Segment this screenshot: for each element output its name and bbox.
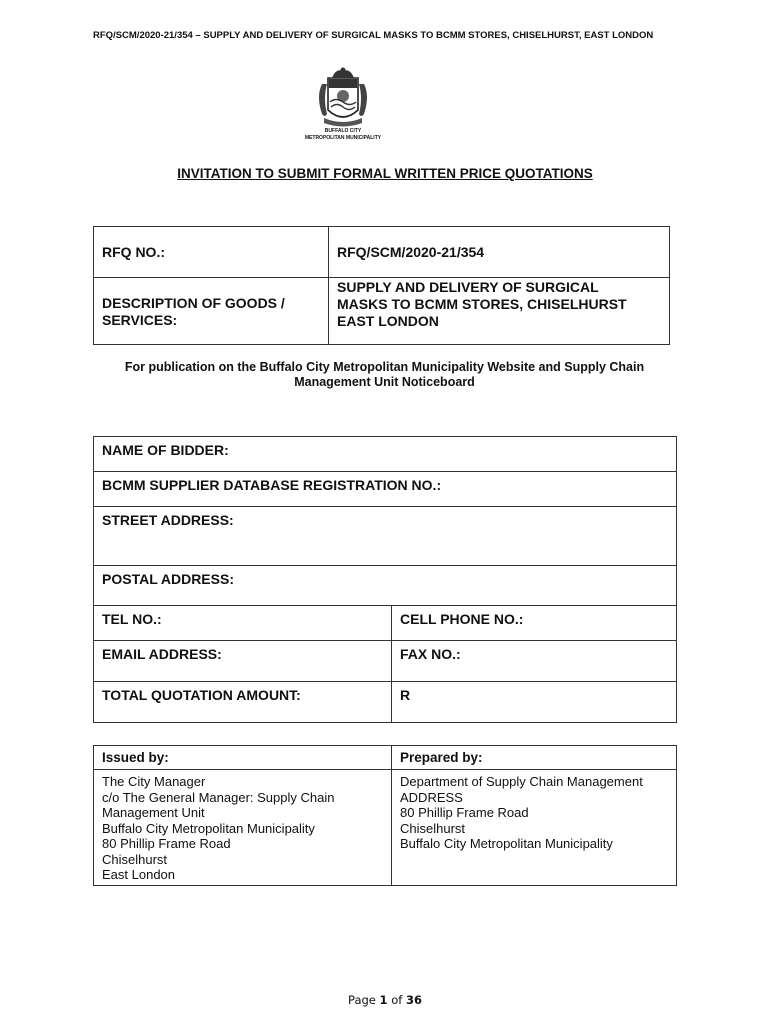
issued-by-line: The City Manager	[102, 774, 206, 789]
prepared-by-line: Chiselhurst	[400, 820, 466, 836]
registration-number-label: BCMM SUPPLIER DATABASE REGISTRATION NO.:	[94, 472, 677, 507]
rfq-number-row	[94, 227, 670, 278]
bidder-details-table	[93, 436, 677, 723]
prepared-by-address	[392, 770, 677, 886]
description-value: SUPPLY AND DELIVERY OF SURGICAL MASKS TO BCMM STORES, CHISELHURST EAST LONDON	[329, 278, 670, 345]
currency-symbol: R	[392, 682, 677, 723]
prepared-by-line: 80 Phillip Frame Road	[400, 805, 529, 820]
street-address-label: STREET ADDRESS:	[94, 507, 677, 566]
logo-caption-line1: BUFFALO CITY	[324, 128, 362, 134]
rfq-details-table	[93, 226, 670, 345]
prepared-by-line: Department of Supply Chain Management	[400, 774, 643, 789]
email-fax-row	[94, 641, 677, 682]
prepared-by-line: ADDRESS	[400, 789, 463, 805]
issued-by-line: c/o The General Manager: Supply Chain	[102, 789, 335, 805]
prepared-by-heading: Prepared by:	[392, 746, 677, 770]
total-amount-row	[94, 682, 677, 723]
document-header-reference: RFQ/SCM/2020-21/354 – SUPPLY AND DELIVERY OF SURGICAL MASKS TO BCMM STORES, CHISELHURST, EAST LONDON	[93, 30, 654, 41]
issued-by-address	[94, 770, 392, 886]
fax-number-label: FAX NO.:	[392, 641, 677, 682]
page-number: 1	[379, 993, 388, 1007]
issued-by-line: Management Unit	[102, 805, 205, 820]
logo-caption	[288, 128, 398, 142]
tel-number-label: TEL NO.:	[94, 606, 392, 641]
issued-by-heading: Issued by:	[94, 746, 392, 770]
street-address-row	[94, 507, 677, 566]
rfq-number-label: RFQ NO.:	[94, 227, 329, 278]
page-footer	[0, 993, 770, 1007]
rfq-number-value: RFQ/SCM/2020-21/354	[329, 227, 670, 278]
postal-address-label: POSTAL ADDRESS:	[94, 566, 677, 606]
issued-by-line: 80 Phillip Frame Road	[102, 836, 231, 851]
issued-prepared-heading-row	[94, 746, 677, 770]
issued-prepared-table	[93, 745, 677, 886]
registration-row	[94, 472, 677, 507]
phone-row	[94, 606, 677, 641]
issued-by-line: Chiselhurst	[102, 851, 168, 867]
publication-notice: For publication on the Buffalo City Metropolitan Municipality Website and Supply Chain Management Unit Noticeboard	[124, 360, 645, 389]
description-label: DESCRIPTION OF GOODS / SERVICES:	[94, 278, 329, 345]
total-quotation-label: TOTAL QUOTATION AMOUNT:	[94, 682, 392, 723]
issued-prepared-body-row	[94, 770, 677, 886]
total-pages: 36	[405, 993, 422, 1007]
page-word: Page	[348, 993, 376, 1007]
bidder-name-row	[94, 437, 677, 472]
cell-phone-label: CELL PHONE NO.:	[392, 606, 677, 641]
bidder-name-label: NAME OF BIDDER:	[94, 437, 677, 472]
postal-address-row	[94, 566, 677, 606]
prepared-by-line: Buffalo City Metropolitan Municipality	[400, 836, 613, 851]
document-title: INVITATION TO SUBMIT FORMAL WRITTEN PRICE QUOTATIONS	[177, 166, 593, 181]
logo-caption-line2: METROPOLITAN MUNICIPALITY	[304, 135, 382, 141]
rfq-description-row	[94, 278, 670, 345]
of-word: of	[391, 993, 403, 1007]
issued-by-line: Buffalo City Metropolitan Municipality	[102, 820, 315, 836]
email-address-label: EMAIL ADDRESS:	[94, 641, 392, 682]
issued-by-line: East London	[102, 867, 176, 882]
